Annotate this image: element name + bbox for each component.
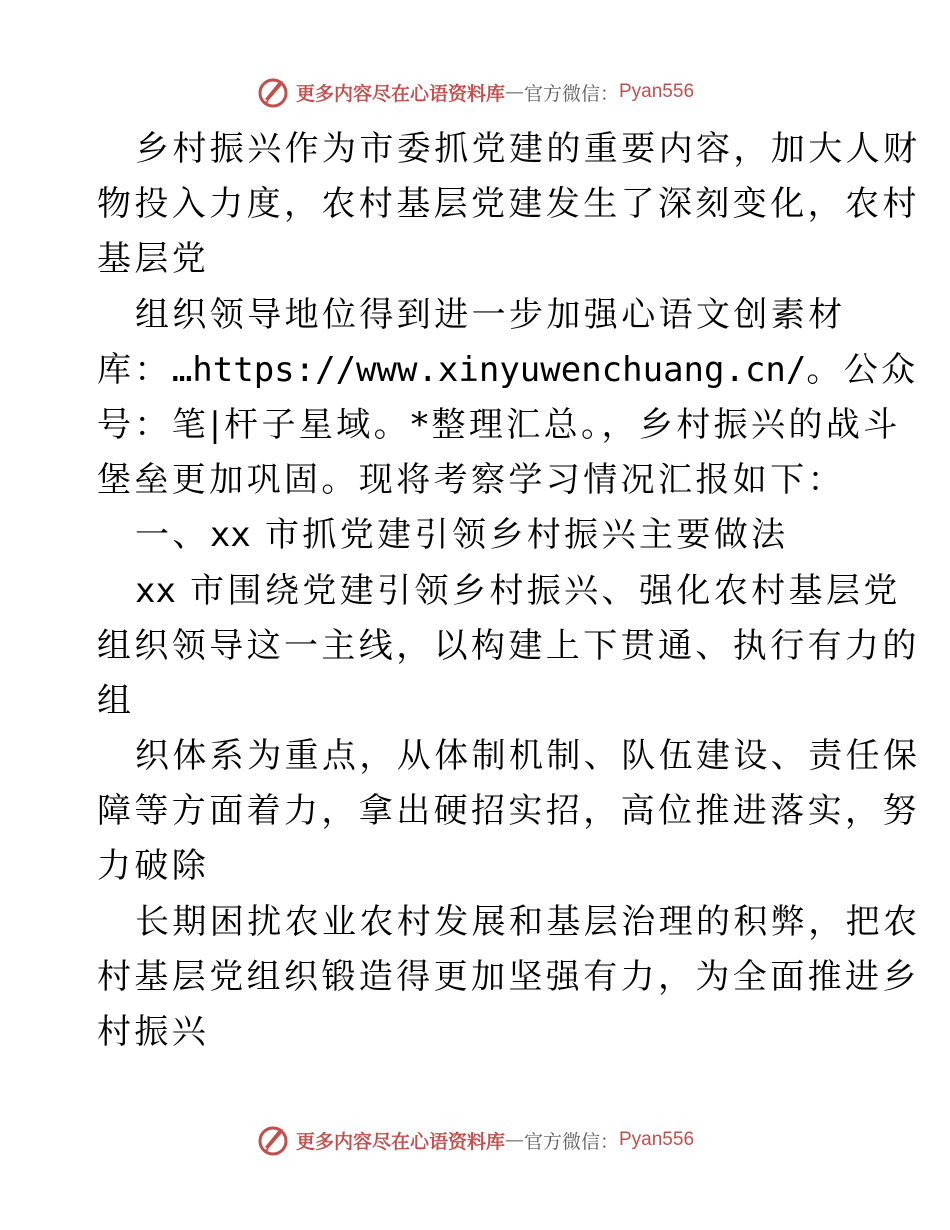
banner-wechat-id: Pyan556: [619, 81, 695, 102]
text-line: 组: [97, 680, 135, 721]
header-banner: [0, 72, 950, 112]
banner-official-label: 官方微信：: [523, 1130, 619, 1153]
text-line: 号：笔|杆子星域。*整理汇总。，乡村振兴的战斗: [97, 404, 901, 445]
text-segment: xx: [135, 570, 176, 611]
text-line: 组织领导这一主线，以构建上下贯通、执行有力的: [97, 625, 920, 666]
text-line: 堡垒更加巩固。现将考察学习情况汇报如下：: [97, 460, 845, 501]
banner-site-text: 更多内容尽在心语资料库: [295, 82, 505, 105]
text-segment: 库：: [97, 349, 172, 390]
text-segment: 市围绕党建引领乡村振兴、强化农村基层党: [175, 570, 901, 611]
feather-pen-logo-icon: [256, 1123, 290, 1157]
text-segment: 一、: [135, 515, 210, 556]
text-segment: 。公众: [806, 349, 919, 390]
text-line: 长期困扰农业农村发展和基层治理的积弊，把农: [135, 901, 921, 942]
document-body: [97, 122, 921, 1060]
banner-site-text: 更多内容尽在心语资料库: [295, 1130, 505, 1153]
text-line: 障等方面着力，拿出硬招实招，高位推进落实，努: [97, 791, 920, 832]
banner-wechat-id: Pyan556: [619, 1129, 695, 1150]
text-line: 织体系为重点，从体制机制、队伍建设、责任保: [135, 736, 921, 777]
text-line: 力破除: [97, 846, 210, 887]
text-line: 组织领导地位得到进一步加强心语文创素材: [135, 294, 846, 335]
banner-dash: —: [504, 81, 524, 103]
banner-dash: —: [504, 1129, 524, 1151]
text-line: 村基层党组织锻造得更加坚强有力，为全面推进乡: [97, 956, 920, 997]
text-line-with-link: [97, 343, 919, 398]
footer-banner: [0, 1120, 950, 1160]
text-line: [97, 564, 901, 619]
text-line: 物投入力度，农村基层党建发生了深刻变化，农村: [97, 184, 920, 225]
text-segment: xx: [209, 515, 251, 556]
section-heading: [97, 508, 853, 563]
feather-pen-logo-icon: [256, 75, 290, 109]
website-url-text: …https://www.xinyuwenchuang.cn/: [171, 349, 807, 390]
text-line: 基层党: [97, 239, 210, 280]
text-line: 乡村振兴作为市委抓党建的重要内容，加大人财: [135, 129, 921, 169]
text-segment: 市抓党建引领乡村振兴主要做法: [250, 515, 789, 556]
text-line: 村振兴: [97, 1012, 210, 1052]
banner-official-label: 官方微信：: [523, 82, 619, 105]
